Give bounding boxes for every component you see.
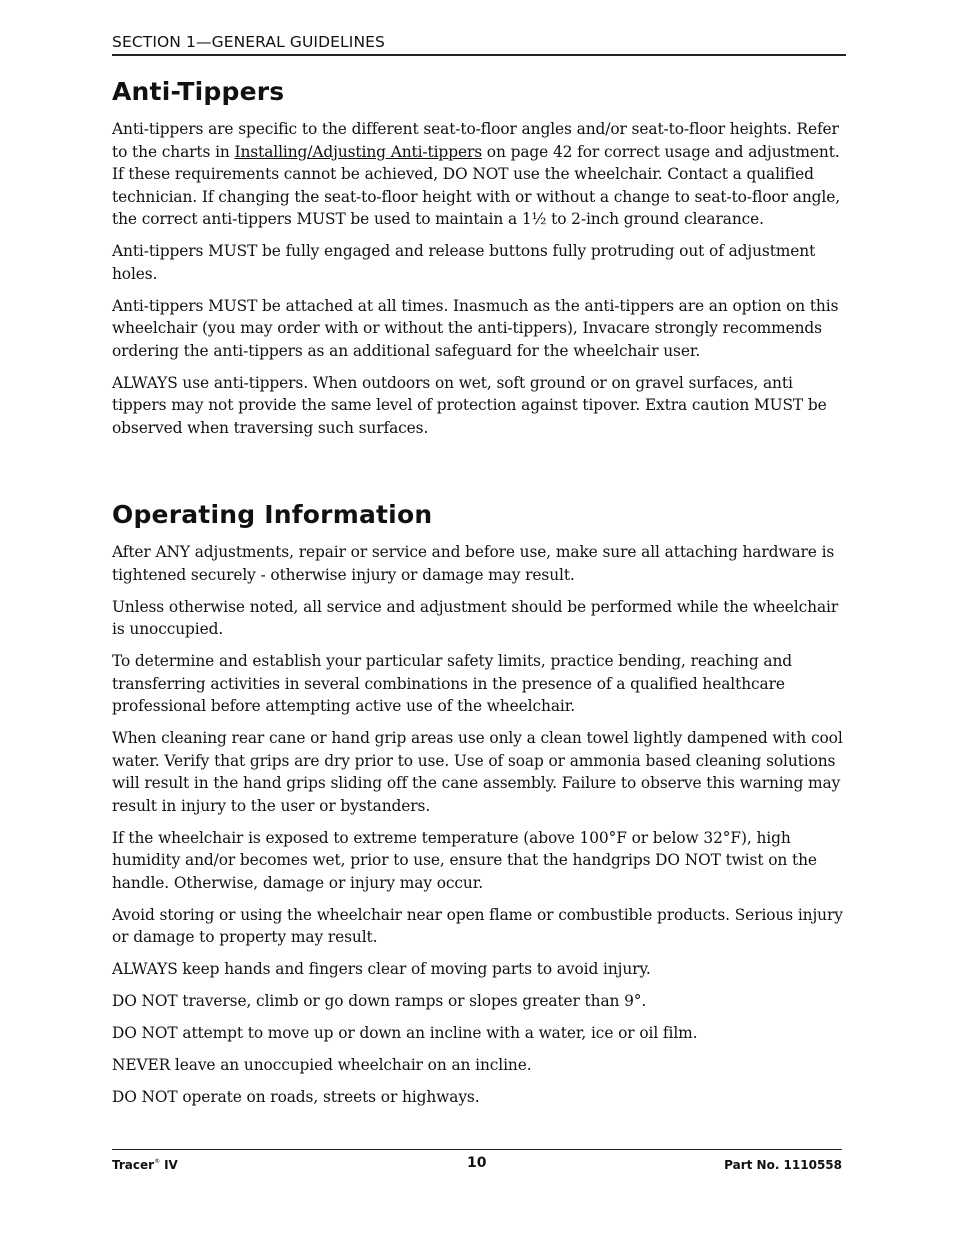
paragraph: NEVER leave an unoccupied wheelchair on an incline. (112, 1056, 532, 1074)
page-number: 10 (467, 1155, 487, 1171)
paragraph-text: on page 42 for correct usage and adjustment. If these requirements cannot be achieved, DO NOT use the wheelchair. Contact a qualified technician. If changing the seat-to-floor height with or without a change to seat-to-floor angle, the correct anti-tippers MUST be used to maintain a 1½ to 2-inch ground clearance. (112, 142, 841, 228)
paragraph: Anti-tippers MUST be fully engaged and release buttons fully protruding out of adjustment holes. (112, 242, 816, 283)
paragraph: After ANY adjustments, repair or service and before use, make sure all attaching hardware is tightened securely - otherwise injury or damage may result. (112, 543, 835, 584)
paragraph: If the wheelchair is exposed to extreme temperature (above 100°F or below 32°F), high humidity and/or becomes wet, prior to use, ensure that the handgrips DO NOT twist on the handle. Otherwise, damage or injury may occur. (112, 828, 817, 892)
paragraph: Avoid storing or using the wheelchair near open flame or combustible products. Serious injury or damage to property may result. (112, 905, 843, 946)
paragraph (112, 118, 846, 231)
footer-product-name (112, 1158, 178, 1172)
part-number: Part No. 1110558 (724, 1158, 842, 1172)
operating-information-section (112, 499, 846, 1118)
paragraph-text: Anti-tippers are specific to the different seat-to-floor angles and/or seat-to-floor heights. Refer to the charts in (112, 120, 839, 161)
product-model: IV (164, 1158, 178, 1172)
paragraph: ALWAYS keep hands and fingers clear of moving parts to avoid injury. (112, 960, 651, 978)
anti-tippers-section (112, 76, 846, 449)
paragraph: DO NOT attempt to move up or down an incline with a water, ice or oil film. (112, 1024, 698, 1042)
page-footer (112, 1149, 842, 1174)
paragraph: To determine and establish your particular safety limits, practice bending, reaching and transferring activities in several combinations in the presence of a qualified healthcare professional before attempting active use of the wheelchair. (112, 652, 793, 715)
paragraph: DO NOT traverse, climb or go down ramps or slopes greater than 9°. (112, 992, 647, 1010)
running-header: SECTION 1—GENERAL GUIDELINES (112, 31, 846, 56)
document-page (112, 0, 846, 1235)
cross-reference-link[interactable]: Installing/Adjusting Anti-tippers (234, 142, 483, 161)
section-title-operating-information: Operating Information (112, 500, 433, 529)
paragraph: Anti-tippers MUST be attached at all times. Inasmuch as the anti-tippers are an option on this wheelchair (you may order with or without the anti-tippers), Invacare strongly recommends ordering the anti-tippers as an additional safeguard for the wheelchair user. (112, 296, 839, 360)
paragraph: DO NOT operate on roads, streets or highways. (112, 1088, 480, 1106)
paragraph: When cleaning rear cane or hand grip areas use only a clean towel lightly dampened with cool water. Verify that grips are dry prior to use. Use of soap or ammonia based cleaning solutions will result in the hand grips sliding off the cane assembly. Failure to observe this warning may result in injury to the user or bystanders. (112, 729, 843, 815)
paragraph: ALWAYS use anti-tippers. When outdoors on wet, soft ground or on gravel surfaces, anti tippers may not provide the same level of protection against tipover. Extra caution MUST be observed when traversing such surfaces. (112, 373, 827, 437)
section-title-anti-tippers: Anti-Tippers (112, 77, 285, 106)
paragraph: Unless otherwise noted, all service and adjustment should be performed while the wheelchair is unoccupied. (112, 597, 839, 638)
registered-mark: ® (154, 1158, 161, 1165)
product-name: Tracer (112, 1158, 155, 1172)
